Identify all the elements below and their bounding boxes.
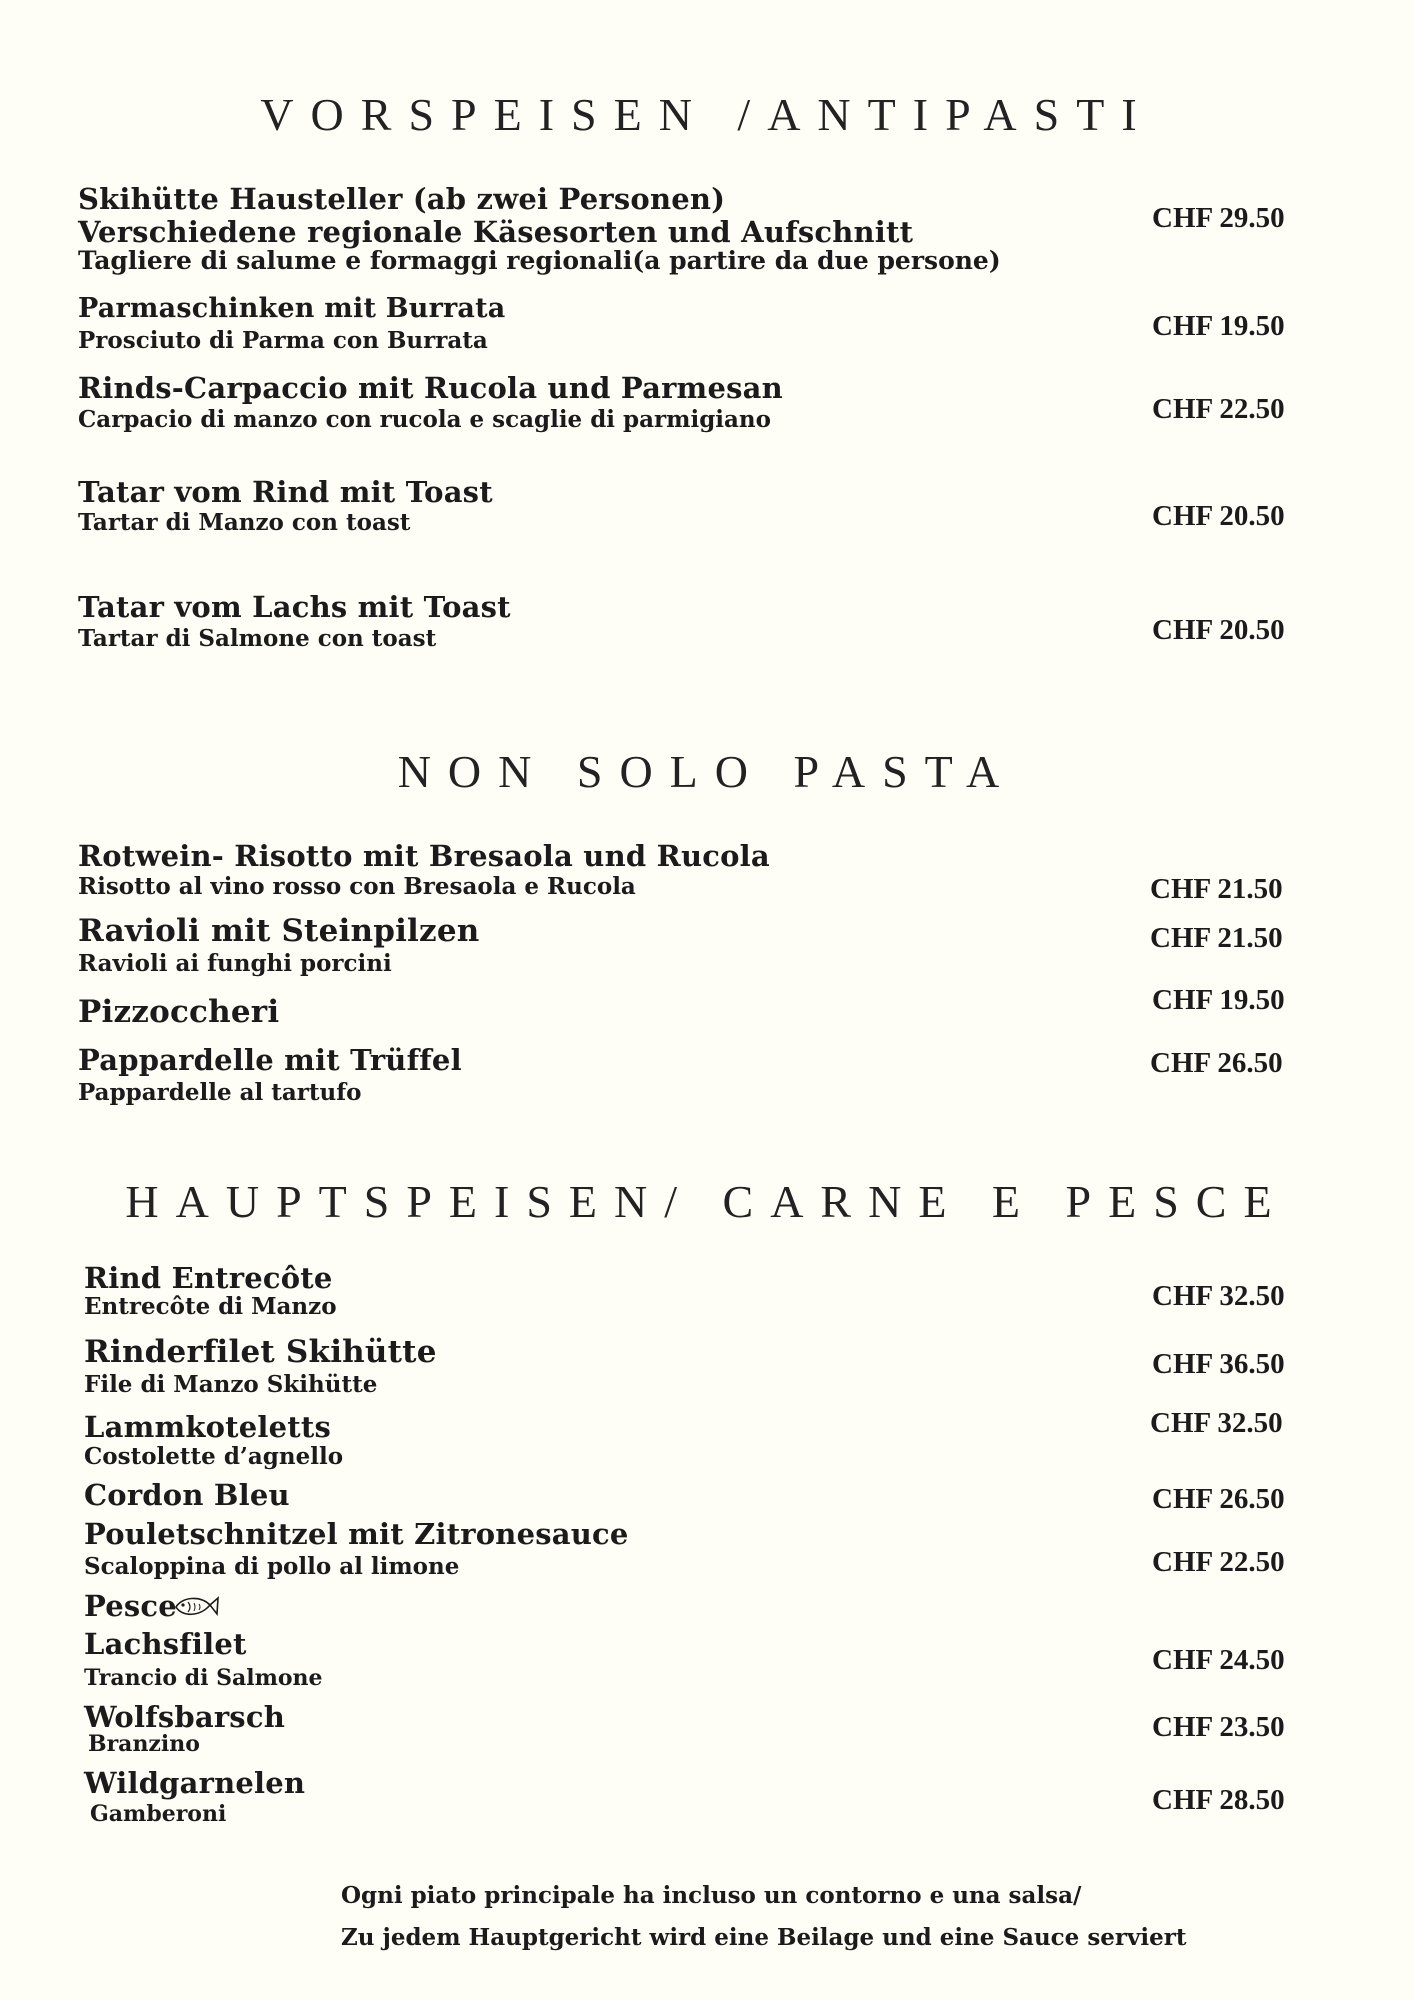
fish-icon xyxy=(172,1593,220,1621)
item-price-ravioli: CHF 21.50 xyxy=(1150,922,1283,954)
item-sub-lachsfilet: Trancio di Salmone xyxy=(84,1665,323,1691)
item-sub-wolfsbarsch: Branzino xyxy=(88,1731,200,1757)
item-price-pouletschnitzel: CHF 22.50 xyxy=(1152,1546,1285,1578)
item-sub-tatar-rind: Tartar di Manzo con toast xyxy=(78,509,411,536)
item-price-tatar-lachs: CHF 20.50 xyxy=(1152,614,1285,646)
item-price-lammkoteletts: CHF 32.50 xyxy=(1150,1407,1283,1439)
item-price-lachsfilet: CHF 24.50 xyxy=(1152,1644,1285,1676)
item-sub-ravioli: Ravioli ai funghi porcini xyxy=(78,950,392,977)
section-title-hauptspeisen: HAUPTSPEISEN/ CARNE E PESCE xyxy=(125,1176,1289,1227)
item-sub-pouletschnitzel: Scaloppina di pollo al limone xyxy=(84,1553,460,1580)
item-name-lachsfilet: Lachsfilet xyxy=(84,1627,247,1661)
item-name-lammkoteletts: Lammkoteletts xyxy=(84,1410,332,1444)
item-price-pappardelle: CHF 26.50 xyxy=(1150,1047,1283,1079)
item-sub-risotto: Risotto al vino rosso con Bresaola e Rucola xyxy=(78,873,636,900)
item-name-hausteller: Skihütte Hausteller (ab zwei Personen) xyxy=(78,182,726,216)
item-price-pizzoccheri: CHF 19.50 xyxy=(1152,984,1285,1016)
item-sub-wildgarnelen: Gamberoni xyxy=(90,1801,227,1827)
item-name-parmaschinken: Parmaschinken mit Burrata xyxy=(78,293,506,324)
item-sub-pappardelle: Pappardelle al tartufo xyxy=(78,1079,362,1106)
item-sub-parmaschinken: Prosciuto di Parma con Burrata xyxy=(78,327,488,354)
footer-note-line1: Ogni piato principale ha incluso un contorno e una salsa/ xyxy=(341,1882,1082,1909)
item-name-pappardelle: Pappardelle mit Trüffel xyxy=(78,1043,462,1077)
item-name-pizzoccheri: Pizzoccheri xyxy=(78,994,280,1030)
item-name-entrecote: Rind Entrecôte xyxy=(84,1261,333,1295)
item-sub-entrecote: Entrecôte di Manzo xyxy=(84,1293,337,1320)
item-name-wolfsbarsch: Wolfsbarsch xyxy=(84,1700,285,1734)
item-price-cordon-bleu: CHF 26.50 xyxy=(1152,1483,1285,1515)
item-price-carpaccio: CHF 22.50 xyxy=(1152,393,1285,425)
item-name-tatar-lachs: Tatar vom Lachs mit Toast xyxy=(78,590,511,624)
item-name-pouletschnitzel: Pouletschnitzel mit Zitronesauce xyxy=(84,1517,629,1551)
item-name-cordon-bleu: Cordon Bleu xyxy=(84,1478,290,1512)
item-price-rinderfilet: CHF 36.50 xyxy=(1152,1348,1285,1380)
item-name2-hausteller: Verschiedene regionale Käsesorten und Aufschnitt xyxy=(78,215,914,249)
item-price-wildgarnelen: CHF 28.50 xyxy=(1152,1784,1285,1816)
item-name-ravioli: Ravioli mit Steinpilzen xyxy=(78,913,480,949)
item-price-parmaschinken: CHF 19.50 xyxy=(1152,310,1285,342)
item-price-risotto: CHF 21.50 xyxy=(1150,873,1283,905)
item-name-wildgarnelen: Wildgarnelen xyxy=(84,1766,306,1800)
item-name-risotto: Rotwein- Risotto mit Bresaola und Rucola xyxy=(78,839,770,873)
item-sub-rinderfilet: File di Manzo Skihütte xyxy=(84,1371,378,1398)
item-sub-hausteller: Tagliere di salume e formaggi regionali(a partire da due persone) xyxy=(78,246,1001,275)
item-sub-lammkoteletts: Costolette d’agnello xyxy=(84,1443,344,1470)
section-title-pasta: NON SOLO PASTA xyxy=(397,746,1017,797)
item-price-hausteller: CHF 29.50 xyxy=(1152,202,1285,234)
item-name-tatar-rind: Tatar vom Rind mit Toast xyxy=(78,475,493,509)
item-price-tatar-rind: CHF 20.50 xyxy=(1152,500,1285,532)
item-name-carpaccio: Rinds-Carpaccio mit Rucola und Parmesan xyxy=(78,371,783,405)
item-sub-carpaccio: Carpacio di manzo con rucola e scaglie di parmigiano xyxy=(78,406,771,433)
item-sub-tatar-lachs: Tartar di Salmone con toast xyxy=(78,625,437,652)
section-title-antipasti: VORSPEISEN /ANTIPASTI xyxy=(260,89,1154,140)
item-price-entrecote: CHF 32.50 xyxy=(1152,1280,1285,1312)
item-price-wolfsbarsch: CHF 23.50 xyxy=(1152,1711,1285,1743)
item-name-pesce: Pesce xyxy=(84,1589,177,1623)
item-name-rinderfilet: Rinderfilet Skihütte xyxy=(84,1334,437,1370)
footer-note-line2: Zu jedem Hauptgericht wird eine Beilage und eine Sauce serviert xyxy=(341,1924,1187,1951)
